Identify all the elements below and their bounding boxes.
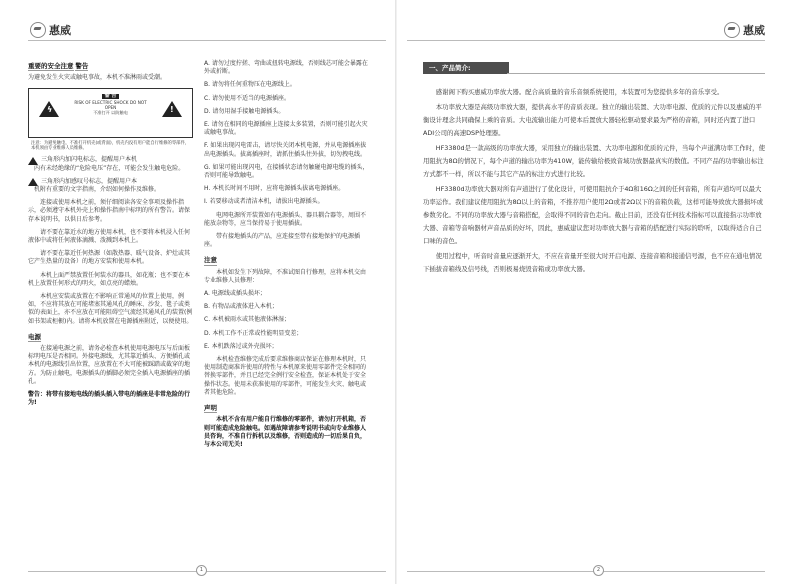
lightning-icon <box>28 157 38 165</box>
brand-logo-icon <box>724 22 740 38</box>
power-item-c: C. 请勿使用不适当的电源插座。 <box>204 94 291 102</box>
brand-logo-icon <box>30 22 46 38</box>
lightning-text: 内有未经绝缘的“危险电压”存在，可能会发生触电危险。 <box>34 164 185 172</box>
repair-paragraph: 本机检查维修完成后要求维修商店保证在修理本机时，只使用制造商准许使用的特性与本机原来使用零部件完全相同的替换零部件，并且已经完全例行安全检查，保证本机处于安全操作状态。使用未获准使用的零部件，可能发生火灾、触电或者其他危险。 <box>204 356 367 396</box>
ground-paragraph: 带有接地插头的产品，应连接至带有接地保护的电源插座。 <box>204 233 361 249</box>
fault-item-b: B. 有物品或液体进入本机； <box>204 303 278 311</box>
warning-heading: 警告 <box>75 62 89 70</box>
brand-name: 惠威 <box>743 24 765 37</box>
power-heading: 电源 <box>28 332 41 341</box>
brand-name: 惠威 <box>49 24 71 37</box>
exclamation-triangle-icon: ! <box>162 101 182 117</box>
power-item-a: A. 请勿过度拧搓、弯曲或扭转电源线，否则线芯可能会暴露在外或折断。 <box>204 60 368 76</box>
caution-note: 注意：为避免触电，不准打开机壳(或背面)，机壳内没有用户能自行维修的零部件，本机须由专业维修人员维修。 <box>31 141 190 152</box>
power-item-i: I. 若要移动或者清洁本机，请拔出电源插头。 <box>204 198 324 206</box>
notice-heading: 注意 <box>204 256 217 265</box>
fault-item-a: A. 电源线或插头损坏； <box>204 290 266 298</box>
safety-paragraph-3: 请不要在靠近任何热源（如散热器、暖气设备、炉灶或其它产生热量的设备）的地方安装和使用本机。 <box>28 250 191 266</box>
fault-item-d: D. 本机工作不正常或性能明显变差； <box>204 329 303 337</box>
mains-paragraph: 电网电源所开装置如有电源插头、器具耦合器等，周围不能放杂物等，应当保持易于使用插拔。 <box>204 211 367 227</box>
caution-label: 警 告 <box>102 94 120 99</box>
exclamation-caption: 三角形内加感叹号标志，提醒用户本 <box>41 177 138 185</box>
power-item-f: F. 如果出现闪电雷击，请尽快关闭本机电源，并从电源插座拔出电源插头。拔离插座时，请抓住插头往外拔，切勿拽电线。 <box>204 142 367 158</box>
fault-item-c: C. 本机被雨水或其他液体淋湿； <box>204 316 291 324</box>
statement-heading: 声明 <box>204 404 217 413</box>
power-item-e: E. 请勿在相同的电源插座上连接太多装置，否则可能引起火灾或触电事故。 <box>204 121 368 137</box>
footer-rule <box>407 571 765 572</box>
left-column-a <box>28 60 193 412</box>
left-column-b <box>204 60 370 454</box>
page-number-right: 2 <box>593 565 604 576</box>
power-item-b: B. 请勿将任何重物压在电源线上。 <box>204 81 296 89</box>
section-rule <box>507 73 765 74</box>
lightning-triangle-icon: ϟ <box>39 101 59 117</box>
intro-paragraph: 使用过程中，听音时音量应逐渐开大，不应在音量开至很大时开启电源、连接音箱和接通信号源，也不应在通电情况下插拔音箱线及信号线，否则极易烧毁音箱或功率放大器。 <box>423 252 762 273</box>
power-item-h: H. 本机长时间不用时，应将电源插头拔离电源插座。 <box>204 185 345 193</box>
fault-item-e: E. 本机跌落过或外壳损坏； <box>204 342 278 350</box>
safety-title: 重要的安全注意 <box>28 62 74 70</box>
safety-paragraph-2: 请不要在靠近水的地方使用本机，也不要将本机浸入任何液体中或将任何液体滴溅、泼溅到本机上。 <box>28 228 191 245</box>
grounding-warning: 警告：将带有接地电线的插头插入带电的插座是非常危险的行为! <box>28 391 191 407</box>
brand-logo <box>30 22 71 38</box>
intro-paragraph: HF3380d是一款高级的功率放大器，采用独立的输出装置、大功率电源和优质的元件，当每个声道满功率工作时，使用阻抗为8Ω的情况下，每个声道的输出功率为410W，能传输给极致音域功放器最真实的数值。不同产品的功率输出标注方式都不一样，所以不能与其它产品的标注方式进行比较。 <box>423 144 765 178</box>
section-title: 一、产品简介: <box>423 62 509 74</box>
footer-rule <box>28 571 386 572</box>
risk-label: RISK OF ELECTRIC SHOCK DO NOT OPEN <box>74 100 147 111</box>
intro-paragraph: HF3380d功率放大器对所有声道进行了优化设计，可使用阻抗介于4Ω和16Ω之间的任何音箱，所有声道均可以最大功率运作。我们建议使用阻抗为8Ω以上的音箱，不推荐用户使用2Ω或者2Ω以下的音箱负载，这样可能导致放大器损坏或参数劣化。不同的功率放大器与音箱搭配，会取得不同的音色走向。截止目前，还没有任何技术指标可以直接指示功率放大器、音箱等音响器材声音品质的好坏，因此，惠威建议您对功率放大器与音箱的搭配进行实际的聆听，以取得适合自己口味的音色。 <box>423 185 763 245</box>
intro-paragraph: 本功率放大器是高级功率放大器，提供高水平的音质表现。独立的输出装置、大功率电源、优质的元件以及惠威的平衡设计理念共同确保上乘的音质。大电流输出能力可使本后置放大器轻松驱动要求最为严格的音箱，同时还内置了进口ADI公司的高速DSP处理器。 <box>423 103 762 137</box>
header-rule <box>407 40 765 41</box>
caution-label-box <box>28 88 193 152</box>
lightning-caption: 三角形内加闪电标志，提醒用户本机 <box>41 156 138 164</box>
product-intro-text <box>423 86 765 278</box>
exclamation-notice <box>28 178 193 186</box>
exclamation-icon <box>28 178 38 186</box>
header-rule <box>28 40 386 41</box>
intro-paragraph: 感谢阁下购买惠威功率放大器。配合高质量的音乐音频系统使用，本装置可为您提供多年的音乐享受。 <box>435 88 724 96</box>
brand-logo-right <box>724 22 765 38</box>
statement-paragraph: 本机不含有用户能自行维修的零部件，请勿打开机箱，否则可能造成危险触电。如遇故障请参考说明书或向专业维修人员咨询，不准自行拆机以及维修，否则造成的一切后果自负，与本公司无关! <box>204 416 367 448</box>
power-item-d: D. 请勿用湿手接触电源插头。 <box>204 107 285 115</box>
exclamation-text: 机附有重要的文字指南，介绍如何操作及维修。 <box>34 186 161 194</box>
safety-paragraph-1: 连接或使用本机之前，须仔细阅读各安全事项及操作指示，必须遵守本机外壳上和操作指南中标明的所有警告。请保存本说明书，以供日后参考。 <box>28 199 191 223</box>
warning-text: 为避免发生火灾或触电事故，本机不准淋雨或受潮。 <box>28 74 167 82</box>
safety-paragraph-5: 本机应安装或放置在不影响正常通风的位置上使用，例如，不应将其放在可能堵塞其通风孔的睡床、沙发、毯子或类似的表面上，亦不应放在可能阻碍空气流经其通风孔的装置(例如书架或柜橱)内。请将本机放置在电源插座附近，以便使用。 <box>28 293 193 325</box>
risk-label-cn: 不准打开 以防触电 <box>93 110 128 116</box>
power-paragraph: 在接通电源之前，请务必检查本机使用电源电压与后面板标明电压是否相同。外接电源线，尤其靠近插头、方便插孔或本机的电源线引出位置，应放置在不大可能被踩踏或截穿的地方。为防止触电，电源插头的插脚必须完全插入电源插座的插孔。 <box>28 345 191 385</box>
safety-paragraph-4: 本机上面严禁放置任何装水的器具，如花瓶；也不要在本机上放置任何形式的明火，如点亮的蜡烛。 <box>28 271 191 287</box>
left-page <box>0 0 396 584</box>
power-item-g: G. 如果可能出现闪电，在接插状态请勿触碰电源电缆的插头，否则可能导致触电。 <box>204 163 369 180</box>
notice-paragraph: 本机如发生下列故障，不准试图自行修理，应将本机交由专业维修人员修理： <box>204 268 367 284</box>
caution-label-center <box>69 93 152 115</box>
lightning-notice <box>28 156 193 164</box>
page-number-left: 1 <box>196 565 207 576</box>
right-page <box>397 0 793 584</box>
